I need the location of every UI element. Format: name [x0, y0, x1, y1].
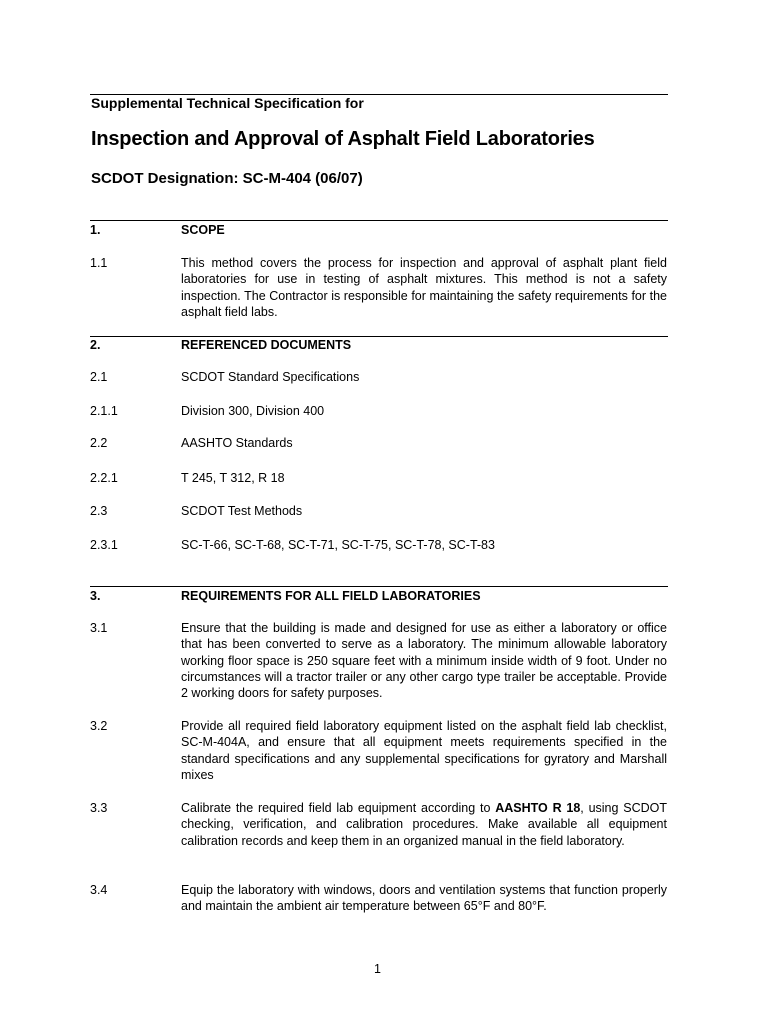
section-2-heading: REFERENCED DOCUMENTS: [181, 338, 352, 352]
item-3-4-text: Equip the laboratory with windows, doors and ventilation systems that function properly and maintain the ambient air temperature between 65°F and 80°F.: [181, 883, 667, 914]
section-1-heading: SCOPE: [181, 223, 225, 237]
item-2-1-1-text: Division 300, Division 400: [181, 404, 325, 418]
item-2-2-number: 2.2: [90, 436, 108, 450]
section-3-number: 3.: [90, 589, 101, 603]
item-3-2-number: 3.2: [90, 719, 108, 733]
item-2-3-1-text: SC-T-66, SC-T-68, SC-T-71, SC-T-75, SC-T-78, SC-T-83: [181, 538, 495, 552]
item-2-3-1-number: 2.3.1: [90, 538, 118, 552]
item-2-2-1-number: 2.2.1: [90, 471, 118, 485]
item-3-2-text: Provide all required field laboratory equipment listed on the asphalt field lab checklist, SC-M-404A, and ensure that all equipment meets requirements specified in the standard specifications and any supplemental specifications for gyratory and Marshall mixes: [181, 719, 667, 782]
supplemental-label: Supplemental Technical Specification for: [91, 95, 364, 111]
item-1-1-text: This method covers the process for inspection and approval of asphalt plant field laboratories for use in testing of asphalt mixtures. This method is not a safety inspection. The Contractor is responsible for maintaining the safety requirements for the asphalt field labs.: [181, 256, 667, 319]
section-1-rule: [90, 220, 668, 221]
item-2-1-text: SCDOT Standard Specifications: [181, 370, 360, 384]
item-2-2-text: AASHTO Standards: [181, 436, 293, 450]
item-2-1-1-number: 2.1.1: [90, 404, 118, 418]
item-3-3-text: [181, 800, 667, 849]
section-2-rule: [90, 336, 668, 337]
item-2-3-text: SCDOT Test Methods: [181, 504, 303, 518]
item-3-1-text: Ensure that the building is made and designed for use as either a laboratory or office that has been converted to serve as a laboratory. The minimum allowable laboratory working floor space is 250 square feet with a minimum inside width of 9 foot. Under no circumstances will a tractor trailer or any other cargo type trailer be acceptable. Provide 2 working doors for safety purposes.: [181, 621, 667, 701]
document-title: Inspection and Approval of Asphalt Field Laboratories: [91, 128, 595, 150]
page-number: 1: [374, 962, 381, 976]
section-2-number: 2.: [90, 338, 101, 352]
item-3-1-number: 3.1: [90, 621, 108, 635]
section-3-rule: [90, 586, 668, 587]
item-3-3-number: 3.3: [90, 801, 108, 815]
section-1-number: 1.: [90, 223, 101, 237]
item-3-3-text-end: , using SCDOT checking, verification, and calibration procedures. Make available all equipment calibration records and keep them in an organized manual in the field laboratory.: [181, 801, 667, 848]
section-3-heading: REQUIREMENTS FOR ALL FIELD LABORATORIES: [181, 589, 481, 603]
item-3-3-text-start: Calibrate the required field lab equipment according to: [181, 801, 496, 815]
designation: SCDOT Designation: SC-M-404 (06/07): [91, 170, 363, 187]
aashto-r18-reference: AASHTO R 18: [495, 801, 581, 815]
item-2-1-number: 2.1: [90, 370, 108, 384]
item-2-3-number: 2.3: [90, 504, 108, 518]
item-1-1-number: 1.1: [90, 256, 108, 270]
item-2-2-1-text: T 245, T 312, R 18: [181, 471, 285, 485]
item-3-4-number: 3.4: [90, 883, 108, 897]
